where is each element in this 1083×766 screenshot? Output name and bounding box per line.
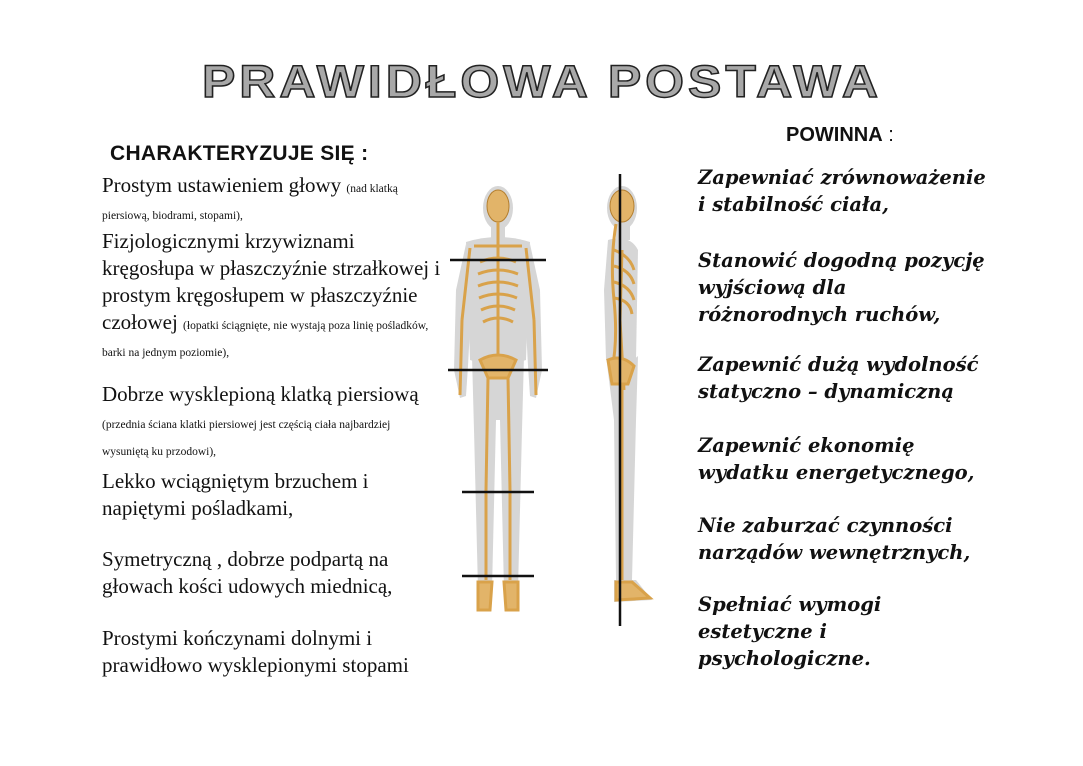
page-title-art: [92, 52, 992, 108]
left-item-1-main: Prostym ustawieniem głowy: [102, 173, 347, 197]
left-item-2: [102, 228, 442, 363]
right-item-1: Zapewniać zrównoważenie i stabilność ciała,: [698, 166, 986, 216]
left-item-3-main: Dobrze wysklepioną klatką piersiową: [102, 382, 419, 406]
left-item-2-note: (łopatki ściągnięte, nie wystają poza linię pośladków, barki na jednym poziomie),: [102, 320, 429, 359]
right-item-3: Zapewnić dużą wydolność statyczno – dynamiczną: [698, 353, 979, 403]
left-item-1: [102, 172, 447, 226]
left-item-3-note: (przednia ściana klatki piersiowej jest częścią ciała najbardziej wysuniętą ku przodowi),: [102, 419, 391, 458]
left-item-3: [102, 381, 432, 462]
skeleton-front-icon: [448, 170, 548, 625]
right-heading-label: POWINNA: [786, 124, 883, 146]
right-item-2: Stanowić dogodną pozycję wyjściową dla różnorodnych ruchów,: [698, 249, 985, 326]
left-item-6: [102, 625, 422, 679]
left-item-1-note: (nad klatką piersiową, biodrami, stopami),: [102, 183, 398, 222]
page-title-wrapper: [0, 52, 1083, 108]
skeleton-side-icon: [592, 170, 662, 635]
left-item-6-main: Prostymi kończynami dolnymi i prawidłowo wysklepionymi stopami: [102, 626, 409, 677]
left-heading: CHARAKTERYZUJE SIĘ :: [110, 142, 369, 165]
right-heading-suffix: :: [882, 124, 894, 146]
left-item-5: [102, 546, 437, 600]
page-title: PRAWIDŁOWA POSTAWA: [201, 57, 882, 108]
left-item-4: [102, 468, 422, 522]
left-item-5-main: Symetryczną , dobrze podpartą na głowach kości udowych miednicą,: [102, 547, 393, 598]
right-item-6: Spełniać wymogi estetyczne i psychologiczne.: [698, 593, 882, 670]
left-item-2-main: Fizjologicznymi krzywiznami kręgosłupa w płaszczyźnie strzałkowej i prostym kręgosłupem w płaszczyźnie czołowej: [102, 229, 441, 334]
left-item-4-main: Lekko wciągniętym brzuchem i napiętymi pośladkami,: [102, 469, 369, 520]
right-item-4: Zapewnić ekonomię wydatku energetycznego,: [698, 434, 975, 484]
right-item-5: Nie zaburzać czynności narządów wewnętrznych,: [698, 514, 971, 564]
right-heading: [786, 124, 894, 147]
